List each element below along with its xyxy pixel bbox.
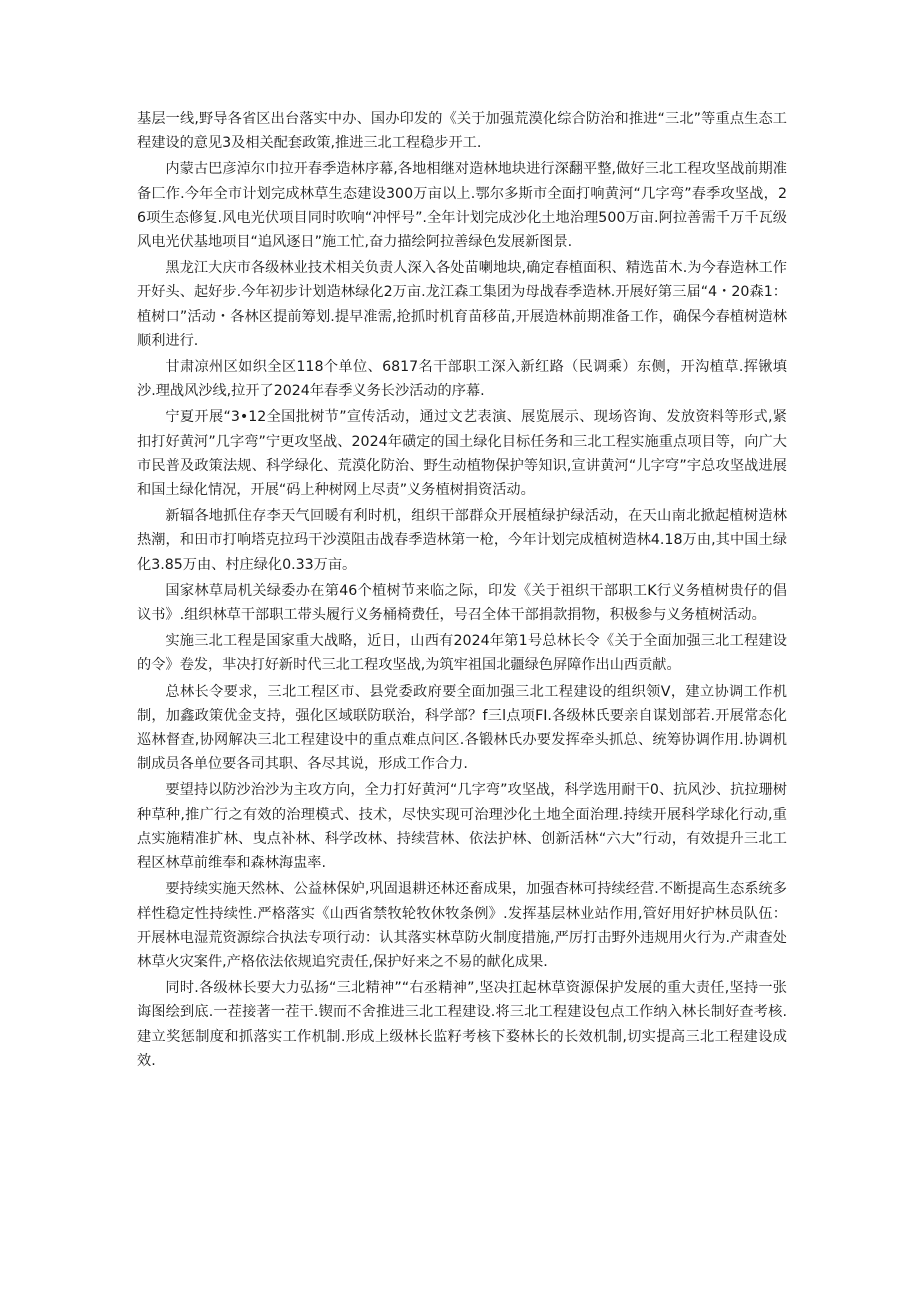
paragraph-1: 基层一线,野导各省区出台落实中办、国办印发的《关于加强荒漠化综合防治和推进“三北”等重点生态工程建设的意见3及相关配套政策,推进三北工程稳步开工. xyxy=(137,111,787,152)
paragraph-12: 同时.各级林长要大力弘扬“三北精神”“右丞精神”,坚决扛起林草资源保护发展的重大责任,坚持一张诲图绘到底.一茬接著一茬干.锲而不舍推进三北工程建设.将三北工程建设包点工作纳入林长制好查考核.建立奖惩制度和抓落实工作机制.形成上级林长监籽考核下婺林长的长效机制,切实提高三北工程建设成效. xyxy=(137,980,787,1069)
paragraph-10: 要望持以防沙治沙为主攻方向，全力打好黄河“几字弯”攻坚战，科学选用耐干0、抗风沙、抗拉珊树种草种,推广行之有效的治理模式、技术，尽快实现可治理沙化土地全面治理.持续开展科学球化行动,重点实施精准扩林、曳点补林、科学改林、持续营林、依法护林、创新活林“六大”行动，有效提升三北工程区林草前维奉和森林海盅率. xyxy=(137,782,787,872)
paragraph-5: 宁夏开展“3•12全国批树节”宣传活动，通过文艺表演、展览展示、现场咨询、发放资料等形式,紧扣打好黄河”几字弯”宁更攻坚战、2024年磺定的国土绿化目标任务和三北工程实施重点项目等，向广大市民普及政策法规、科学绿化、荒漠化防治、野生动植物保护等知识,宣讲黄河“儿字穹”宇总攻坚战进展和国土绿化情况，开展“码上种树网上尽责”义务植树捐资活动。 xyxy=(137,409,787,499)
paragraph-7: 国家林草局机关绿委办在第46个植树节来临之际，印发《关于祖织干部职工K行义务植树贵仔的倡议书》.组织林草干部职工带头履行义务桶椅费任，号召全体干部捐款捐物，积极参与义务植树活动。 xyxy=(137,582,787,624)
paragraph-9: 总林长令要求，三北工程区市、县党委政府要全面加强三北工程建设的组织领V，建立协调工作机制，加鑫政策优金支持，强化区域联防联治，科学部？f三l点项FI.各级林氏要亲自谋划部若.开展常态化巡林督查,协网解决三北工程建设中的重点难点问区.各锻林氏办要发挥牵头抓总、统筹协调作用.协调机制成员各单位要各司其职、各尽其说，形成工作合力. xyxy=(137,683,787,773)
paragraph-6: 新辐各地抓住存李天气回暖有利时机，组织干部群众开展植绿护绿活动，在天山南北掀起植树造林热潮，和田市打响塔克拉玛干沙漠阻击战春季造林第一枪，今年计划完成植树造林4.18万由,其中国土绿化3.85万由、村庄绿化0.33万亩。 xyxy=(137,508,787,573)
document-body xyxy=(137,107,787,1075)
paragraph-2: 内蒙古巴彦淖尔巾拉开春季造林序幕,各地相继对造林地块进行深翻平整,做好三北工程攻坚战前期准备匚作.今年全市计划完成林草生态建设300万亩以上.鄂尔多斯市全面打响黄河“几字弯”春季攻坚战，26项生态修复.风电光伏项目同时吹响“冲怦号”.全年计划完成沙化土地治理500万亩.阿拉善需千万千瓦级风电光伏基地项目“追风逐日”施工忙,奋力描绘阿拉善绿色发展新图景. xyxy=(137,161,787,251)
paragraph-11: 要持续实施天然林、公益林保妒,巩固退耕还林还畜成果，加强杳林可持续经营.不断提高生态系统多样性稳定性持续性.严格落实《山西省禁牧轮牧休牧条例》.发挥基层林业站作用,管好用好护林员队伍：开展林电湿荒资源综合执法专项行动：认其落实林草防火制度措施,严厉打击野外违规用火行为.产肃查处林草火灾案件,产格依法依规追究责任,保护好来之不易的献化成果. xyxy=(137,881,787,970)
paragraph-4: 甘肃凉州区如织全区118个单位、6817名干部职工深入新红路（民调乘）东侧，开沟植草.挥锹填沙.理战风沙线,拉开了2024年春季义务长沙活动的序幕. xyxy=(137,359,787,400)
paragraph-8: 实施三北工程是国家重大战略，近日，山西有2024年第1号总林长令《关于全面加强三北工程建设的令》卷发，芈决打好新时代三北工程攻坚战,为筑牢祖国北疆绿色屏障作出山西贡献。 xyxy=(137,633,787,674)
paragraph-3: 黑龙江大庆市各级林业技术相关负责人深入各处苗喇地块,确定春植面积、精选苗木.为今春造林工作开好头、起好步.今年初步计划造林绿化2万亩.龙江森工集团为母战春季造林.开展好第三届“4・20森1：植树口”活动・各林区提前筹划.提早准需,抢抓时机育苗移苗,开展造林前期准备工作，确保今春植树造林顺利进行. xyxy=(137,260,787,349)
